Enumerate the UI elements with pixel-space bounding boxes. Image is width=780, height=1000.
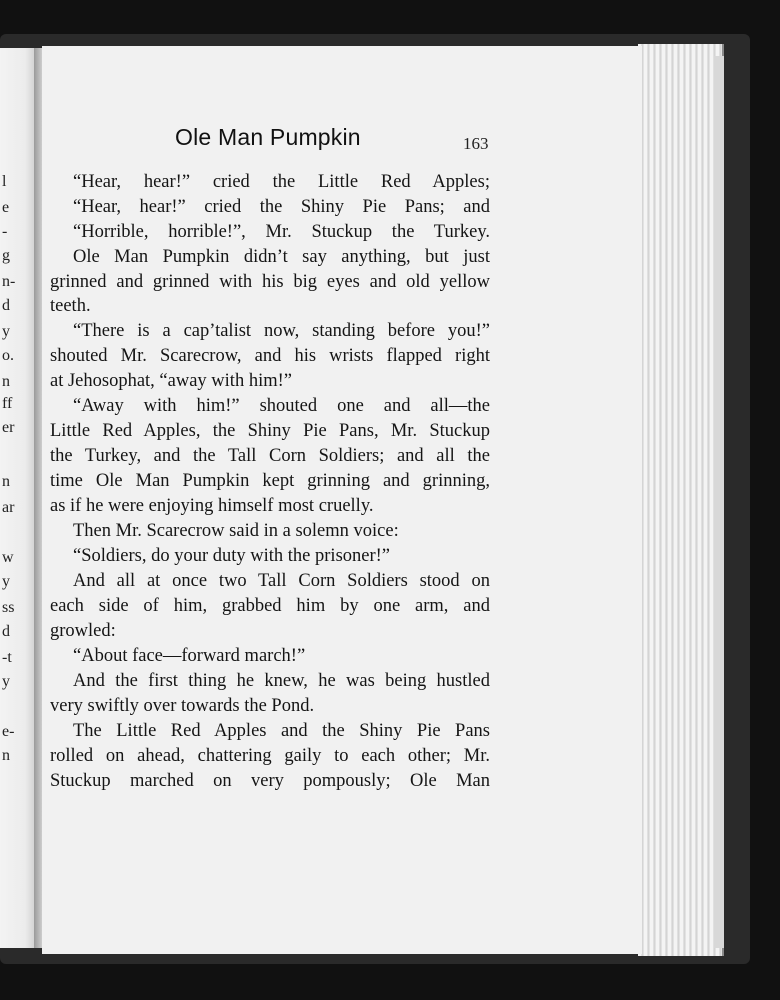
text-line: each side of him, grabbed him by one arm, and bbox=[50, 596, 490, 616]
text-line: “Horrible, horrible!”, Mr. Stuckup the Turkey. bbox=[73, 222, 490, 242]
text-line: growled: bbox=[50, 621, 116, 641]
left-page-fragment: l bbox=[2, 173, 7, 190]
text-line: the Turkey, and the Tall Corn Soldiers; and all the bbox=[50, 446, 490, 466]
previous-page-edge bbox=[0, 48, 36, 948]
running-head: Ole Man Pumpkin bbox=[175, 124, 361, 150]
left-page-fragment: er bbox=[2, 419, 15, 436]
left-page-fragment: y bbox=[2, 673, 10, 690]
page-edge-shadow bbox=[714, 56, 724, 948]
text-line: “There is a cap’talist now, standing before you!” bbox=[73, 321, 490, 341]
text-line: at Jehosophat, “away with him!” bbox=[50, 371, 292, 391]
text-line: “Hear, hear!” cried the Little Red Apples; bbox=[73, 172, 490, 192]
left-page-fragment: ff bbox=[2, 395, 13, 412]
left-page-fragment: o. bbox=[2, 347, 14, 364]
left-page-fragment: g bbox=[2, 247, 10, 264]
left-page-fragment: y bbox=[2, 573, 10, 590]
text-line: “Away with him!” shouted one and all—the bbox=[73, 396, 490, 416]
left-page-fragment: y bbox=[2, 323, 10, 340]
left-page-fragment: ss bbox=[2, 599, 15, 616]
left-page-fragment: ar bbox=[2, 499, 15, 516]
text-line: grinned and grinned with his big eyes and old yellow bbox=[50, 272, 490, 292]
left-page-fragment: e bbox=[2, 199, 10, 216]
left-page-fragment: e- bbox=[2, 723, 15, 740]
left-page-fragment: -t bbox=[2, 649, 12, 666]
text-line: Little Red Apples, the Shiny Pie Pans, Mr. Stuckup bbox=[50, 421, 490, 441]
text-line: time Ole Man Pumpkin kept grinning and grinning, bbox=[50, 471, 490, 491]
text-line: Stuckup marched on very pompously; Ole Man bbox=[50, 771, 490, 791]
left-page-fragment: - bbox=[2, 223, 8, 240]
left-page-fragment: n bbox=[2, 747, 10, 764]
text-line: shouted Mr. Scarecrow, and his wrists flapped right bbox=[50, 346, 490, 366]
text-line: And all at once two Tall Corn Soldiers stood on bbox=[73, 571, 490, 591]
text-line: “About face—forward march!” bbox=[73, 646, 306, 666]
text-line: very swiftly over towards the Pond. bbox=[50, 696, 315, 716]
text-line: Ole Man Pumpkin didn’t say anything, but just bbox=[73, 247, 490, 267]
left-page-fragment: n- bbox=[2, 273, 16, 290]
text-line: “Soldiers, do your duty with the prisoner!” bbox=[73, 546, 391, 566]
left-page-fragment: n bbox=[2, 473, 10, 490]
page-number: 163 bbox=[463, 134, 489, 153]
text-line: And the first thing he knew, he was being hustled bbox=[73, 671, 490, 691]
text-line: Then Mr. Scarecrow said in a solemn voice: bbox=[73, 521, 399, 541]
text-line: as if he were enjoying himself most cruelly. bbox=[50, 496, 374, 516]
stacked-page-edges bbox=[638, 44, 724, 956]
left-page-fragment: n bbox=[2, 373, 10, 390]
left-page-fragment: d bbox=[2, 623, 10, 640]
left-page-fragment: d bbox=[2, 297, 10, 314]
left-page-fragment: w bbox=[2, 549, 14, 566]
text-line: rolled on ahead, chattering gaily to each other; Mr. bbox=[50, 746, 490, 766]
text-line: The Little Red Apples and the Shiny Pie Pans bbox=[73, 721, 490, 741]
text-line: “Hear, hear!” cried the Shiny Pie Pans; and bbox=[73, 197, 490, 217]
text-line: teeth. bbox=[50, 296, 91, 316]
